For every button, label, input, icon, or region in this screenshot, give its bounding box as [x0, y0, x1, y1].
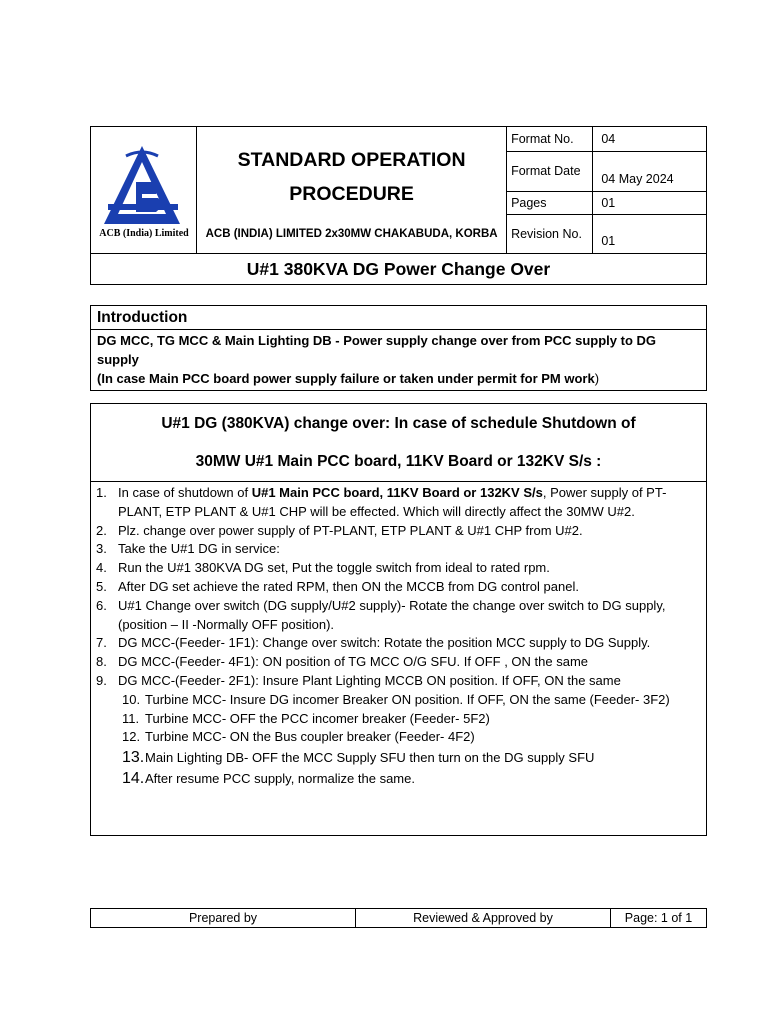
- prepared-by-cell: Prepared by: [91, 909, 356, 928]
- step-number: 6.: [96, 597, 107, 613]
- step-text: DG MCC-(Feeder- 4F1): ON position of TG MCC O/G SFU. If OFF , ON the same: [118, 654, 589, 670]
- step-text: After resume PCC supply, normalize the same.: [145, 770, 415, 786]
- introduction-table: [90, 305, 707, 391]
- introduction-line2: [97, 369, 700, 388]
- step-text: U#1 Change over switch (DG supply/U#2 supply)- Rotate the change over switch to DG supply, (position – II -Normally OFF position).: [118, 597, 666, 632]
- step1-text-pre: In case of shutdown of: [118, 485, 252, 500]
- step-number: 1.: [96, 485, 107, 500]
- step-number: 7.: [96, 635, 107, 651]
- procedure-step: [91, 672, 706, 691]
- step-number: 2.: [96, 522, 107, 538]
- procedure-step: [91, 728, 706, 747]
- step-text: Turbine MCC- OFF the PCC incomer breaker (Feeder- 5F2): [145, 710, 490, 726]
- step-number: 3.: [96, 541, 107, 557]
- step-text: DG MCC-(Feeder- 2F1): Insure Plant Lighting MCCB ON position. If OFF, ON the same: [118, 672, 621, 688]
- step-number: 11.: [122, 710, 140, 726]
- procedure-step: [91, 540, 706, 559]
- introduction-line1: DG MCC, TG MCC & Main Lighting DB - Power supply change over from PCC supply to DG supply: [97, 333, 657, 367]
- introduction-body: [91, 330, 707, 391]
- step-number: 8.: [96, 654, 107, 670]
- procedure-step: [91, 691, 706, 710]
- company-name: ACB (INDIA) LIMITED 2x30MW CHAKABUDA, KORBA: [205, 228, 498, 240]
- procedure-step: [91, 749, 706, 768]
- format-no-label: Format No.: [507, 127, 593, 152]
- revision-value: 01: [593, 215, 707, 254]
- step-text: Run the U#1 380KVA DG set, Put the toggle switch from ideal to rated rpm.: [118, 560, 550, 576]
- title-cell: [197, 127, 507, 254]
- step-text: Turbine MCC- Insure DG incomer Breaker ON position. If OFF, ON the same (Feeder- 3F2): [145, 691, 670, 707]
- procedure-heading: [91, 404, 707, 482]
- procedure-steps-cell: [91, 482, 707, 836]
- introduction-line2-close: ): [594, 371, 600, 386]
- step-number: 4.: [96, 560, 107, 576]
- procedure-heading-line1: U#1 DG (380KVA) change over: In case of schedule Shutdown of: [161, 414, 636, 432]
- revision-label: Revision No.: [507, 215, 593, 254]
- sop-title-line1: STANDARD OPERATION: [237, 149, 466, 171]
- procedure-step: [91, 522, 706, 541]
- step-number: 5.: [96, 578, 107, 594]
- step1-text-bold: U#1 Main PCC board, 11KV Board or 132KV S/s: [251, 485, 543, 500]
- step-text: Turbine MCC- ON the Bus coupler breaker (Feeder- 4F2): [145, 729, 475, 745]
- logo-text: ACB (India) Limited: [98, 227, 189, 238]
- step-number: 12.: [122, 729, 141, 745]
- reviewed-approved-cell: Reviewed & Approved by: [356, 909, 611, 928]
- procedure-heading-line2: 30MW U#1 Main PCC board, 11KV Board or 132KV S/s :: [195, 452, 602, 470]
- pages-value: 01: [593, 192, 707, 215]
- pages-label: Pages: [507, 192, 593, 215]
- introduction-heading: Introduction: [91, 306, 707, 330]
- logo-cell: [91, 127, 197, 254]
- procedure-steps-list: [91, 484, 706, 789]
- procedure-step: [91, 484, 706, 522]
- sop-title-line2: PROCEDURE: [289, 183, 414, 205]
- procedure-step: [91, 578, 706, 597]
- step-number: 9.: [96, 672, 107, 688]
- procedure-step: [91, 559, 706, 578]
- step-text: Main Lighting DB- OFF the MCC Supply SFU then turn on the DG supply SFU: [145, 750, 595, 766]
- signature-footer-table: [90, 908, 707, 928]
- procedure-step: [91, 597, 706, 635]
- introduction-line2-text: (In case Main PCC board power supply failure or taken under permit for PM work: [97, 371, 595, 386]
- format-date-label: Format Date: [507, 152, 593, 192]
- step-text: After DG set achieve the rated RPM, then ON the MCCB from DG control panel.: [118, 578, 579, 594]
- company-logo: [96, 138, 192, 238]
- procedure-step: [91, 653, 706, 672]
- format-no-value: 04: [593, 127, 707, 152]
- procedure-step: [91, 710, 706, 729]
- format-date-value: 04 May 2024: [593, 152, 707, 192]
- procedure-table: [90, 403, 707, 836]
- step-number: 14.: [122, 769, 145, 787]
- step-text: Take the U#1 DG in service:: [118, 541, 280, 557]
- step-number: 10.: [122, 691, 141, 707]
- step-number: 13.: [122, 749, 145, 767]
- document-title: U#1 380KVA DG Power Change Over: [91, 254, 707, 285]
- page-number-cell: Page: 1 of 1: [611, 909, 707, 928]
- step-text: Plz. change over power supply of PT-PLANT, ETP PLANT & U#1 CHP from U#2.: [118, 522, 583, 538]
- procedure-step: [91, 634, 706, 653]
- step-text: DG MCC-(Feeder- 1F1): Change over switch: Rotate the position MCC supply to DG Supply.: [118, 635, 651, 651]
- sop-header-table: [90, 126, 707, 285]
- procedure-step: [91, 770, 706, 789]
- step1-text-post: , Power supply of PT-PLANT, ETP PLANT & U#1 CHP will be effected. Which will directly affect the 30MW U#2.: [118, 485, 667, 519]
